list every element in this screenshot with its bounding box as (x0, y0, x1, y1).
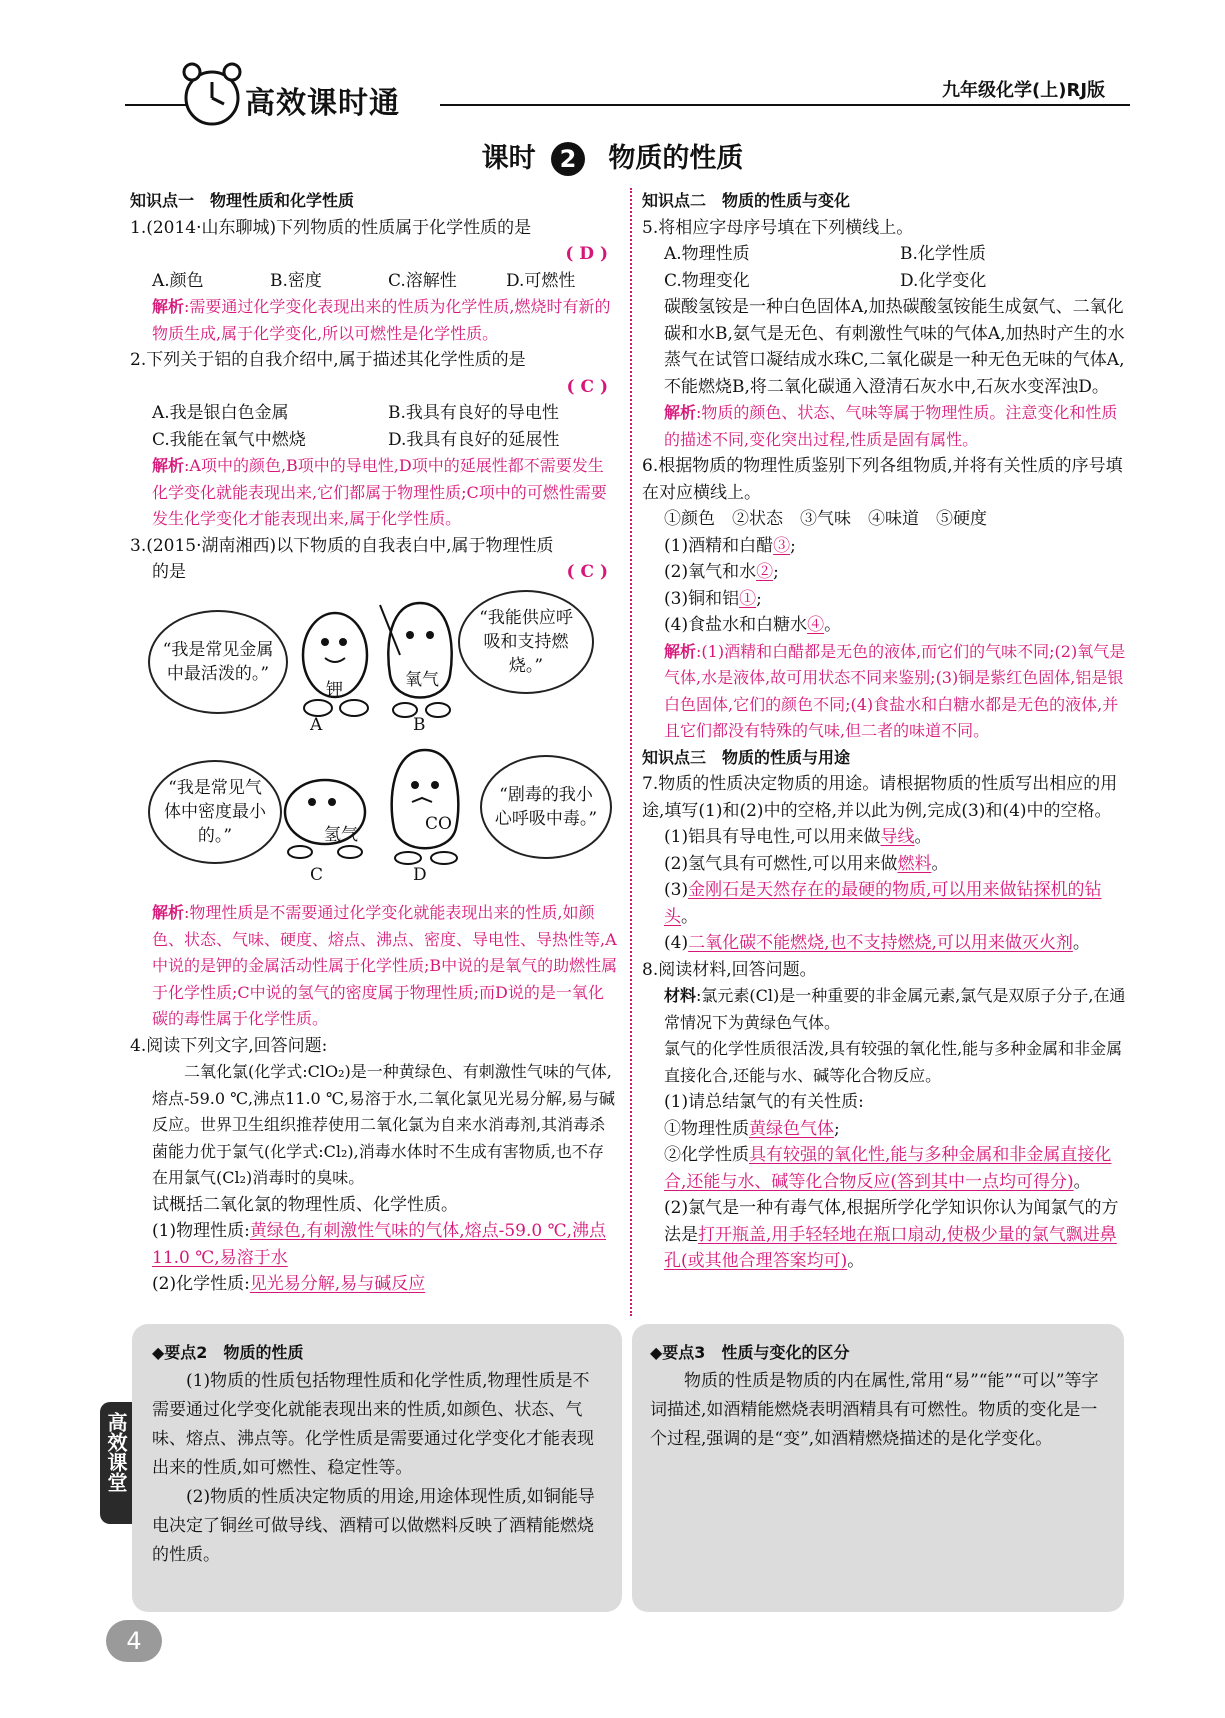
q8-material-label: 材料 (664, 986, 697, 1005)
q2-analysis-label: 解析 (152, 456, 185, 475)
char-label-a: 钾 (326, 680, 343, 700)
q4-part1 (130, 1218, 618, 1271)
q6-item-1: (1)酒精和白醋③; (664, 535, 796, 556)
q1-opt-b: B.密度 (270, 270, 322, 291)
q1-analysis (130, 294, 618, 347)
clock-logo-icon (178, 60, 246, 128)
right-column (642, 188, 1127, 1275)
q6-item-4: (4)食盐水和白糖水④。 (664, 615, 842, 635)
character-co-icon (370, 740, 480, 865)
q8-answer-2: 打开瓶盖,用手轻轻地在瓶口扇动,使极少量的氯气飘进鼻孔(或其他合理答案均可) (664, 1224, 1117, 1271)
header (0, 0, 1225, 135)
q5-opt-a: A.物理性质 (664, 244, 750, 264)
q2-opt-b: B.我具有良好的导电性 (388, 403, 559, 423)
q3-analysis-text: :物理性质是不需要通过化学变化就能表现出来的性质,如颜色、状态、气味、硬度、熔点、沸点、密度、导电性、导热性等,A中说的是钾的金属活动性属于化学性质;B中说的是氧气的助燃性属于化学性质;C中说的氢气的密度属于物理性质;而D说的是一氧化碳的毒性属于化学性质。 (152, 903, 618, 1028)
q7-item-3: (3)金刚石是天然存在的最硬的物质,可以用来做钻探机的钻头。 (664, 880, 1102, 927)
q5-opt-b: B.化学性质 (900, 244, 986, 264)
q8-answer-1a: 黄绿色气体 (749, 1118, 834, 1139)
q7-answer-2: 燃料 (897, 853, 932, 874)
q3-stem-line2 (130, 559, 618, 586)
q5-opt-c: C.物理变化 (664, 270, 750, 291)
q1-analysis-text: :需要通过化学变化表现出来的性质为化学性质,燃烧时有新的物质生成,属于化学变化,所以可燃性是化学性质。 (152, 297, 611, 343)
bubble-b: “我能供应呼吸和支持燃烧。” (458, 590, 594, 694)
q2-analysis-text: :A项中的颜色,B项中的导电性,D项中的延展性都不需要发生化学变化就能表现出来,它们都属于物理性质;C项中的可燃性需要发生化学变化才能表现出来,属于化学性质。 (152, 456, 607, 528)
bubble-a: “我是常见金属中最活泼的。” (148, 610, 288, 714)
side-tab-label: 高效课堂 (104, 1412, 128, 1492)
left-column-lower (130, 900, 618, 1298)
q4-passage: 二氧化氯(化学式:ClO₂)是一种黄绿色、有刺激性气味的气体,熔点-59.0 ℃,沸点11.0 ℃,易溶于水,二氧化氯见光易分解,易与碱反应。世界卫生组织推荐使用二氧化氯为自来水消毒剂,其消毒杀菌能力优于氯气(化学式:Cl₂),消毒水体时不生成有害物质,也不存在用氯气(Cl₂)消毒时的臭味。 (152, 1062, 615, 1187)
key-point-2-title: ◆要点2 物质的性质 (152, 1343, 304, 1362)
q6-item-3: (3)铜和铝①; (664, 588, 762, 609)
q7-answer-3: 金刚石是天然存在的最硬的物质,可以用来做钻探机的钻头 (664, 880, 1102, 927)
q7-answer-4: 二氧化碳不能燃烧,也不支持燃烧,可以用来做灭火剂 (688, 933, 1073, 953)
q1-answer: ( D ) (565, 244, 608, 264)
q1-opt-a: A.颜色 (152, 270, 204, 291)
q3-answer: ( C ) (566, 562, 608, 582)
q1-analysis-label: 解析 (152, 297, 185, 316)
q7-stem: 7.物质的性质决定物质的用途。请根据物质的性质写出相应的用途,填写(1)和(2)中的空格,并以此为例,完成(3)和(4)中的空格。 (642, 774, 1118, 821)
q5-options-row2 (642, 268, 1127, 295)
q4-ask: 试概括二氧化氯的物理性质、化学性质。 (152, 1194, 458, 1215)
q6-stem: 6.根据物质的物理性质鉴别下列各组物质,并将有关性质的序号填在对应横线上。 (642, 456, 1123, 503)
q1-options (130, 268, 618, 295)
q7-item-4: (4)二氧化碳不能燃烧,也不支持燃烧,可以用来做灭火剂。 (664, 933, 1090, 953)
q3-stem-end: 的是 (152, 562, 186, 582)
q5-passage: 碳酸氢铵是一种白色固体A,加热碳酸氢铵能生成氨气、二氧化碳和水B,氨气是无色、有刺激性气味的气体A,加热时产生的水蒸气在试管口凝结成水珠C,二氧化碳是一种无色无味的气体A,不能燃烧B,将二氧化碳通入澄清石灰水中,石灰水变浑浊D。 (664, 297, 1125, 397)
option-label-d: D (413, 865, 427, 885)
title-number-badge: 2 (551, 142, 585, 176)
q8-answer-1b: 具有较强的氧化性,能与多种金属和非金属直接化合,还能与水、碱等化合物反应(答到其中一点均可得分) (664, 1145, 1112, 1192)
bubble-c: “我是常见气体中密度最小的。” (148, 760, 282, 864)
key-point-box-2 (132, 1324, 622, 1612)
page-title (0, 136, 1225, 176)
key-point-3-p1: 物质的性质是物质的内在属性,常用“易”“能”“可以”等字词描述,如酒精能燃烧表明酒精具有可燃性。物质的变化是一个过程,强调的是“变”,如酒精燃烧描述的是化学变化。 (650, 1371, 1099, 1449)
q8-sub1a: ①物理性质黄绿色气体; (664, 1118, 840, 1139)
q4-part1-label: (1)物理性质: (152, 1221, 250, 1241)
q2-options-row1 (130, 400, 618, 427)
q5-analysis (642, 400, 1127, 453)
q6-answer-4: ④ (807, 615, 825, 635)
q7-item-2: (2)氢气具有可燃性,可以用来做燃料。 (664, 853, 949, 874)
q2-opt-d: D.我具有良好的延展性 (388, 429, 560, 450)
section-heading-3: 知识点三 物质的性质与用途 (642, 747, 851, 767)
header-rule-right (440, 104, 1130, 106)
q6-answer-2: ② (756, 562, 774, 582)
q6-props: ①颜色 ②状态 ③气味 ④味道 ⑤硬度 (664, 509, 987, 529)
q2-analysis (130, 453, 618, 533)
q1-opt-c: C.溶解性 (388, 270, 457, 291)
char-label-b: 氧气 (405, 670, 439, 690)
q4-part2-label: (2)化学性质: (152, 1274, 250, 1294)
q5-stem: 5.将相应字母序号填在下列横线上。 (642, 217, 914, 238)
q4-stem: 4.阅读下列文字,回答问题: (130, 1035, 328, 1056)
key-point-3-title: ◆要点3 性质与变化的区分 (650, 1343, 850, 1362)
title-prefix: 课时 (481, 143, 536, 174)
side-tab (100, 1402, 132, 1524)
section-heading-2: 知识点二 物质的性质与变化 (642, 191, 851, 210)
q6-answer-3: ① (739, 588, 757, 609)
page-number: 4 (106, 1620, 162, 1662)
bubble-d: “剧毒的我小心呼吸中毒。” (480, 755, 612, 859)
q3-analysis-label: 解析 (152, 903, 185, 922)
q2-stem: 2.下列关于铝的自我介绍中,属于描述其化学性质的是 (130, 350, 526, 370)
section-heading-1: 知识点一 物理性质和化学性质 (130, 191, 355, 210)
char-label-d: CO (425, 814, 452, 834)
q6-analysis-label: 解析 (664, 641, 697, 661)
q2-opt-c: C.我能在氧气中燃烧 (152, 429, 306, 450)
q2-options-row2 (130, 427, 618, 454)
left-column (130, 188, 618, 586)
q1-opt-d: D.可燃性 (506, 270, 576, 291)
character-oxygen-icon (370, 595, 470, 720)
key-point-2-p1: (1)物质的性质包括物理性质和化学性质,物理性质是不需要通过化学变化就能表现出来的性质,如颜色、状态、气味、熔点、沸点等。化学性质是需要通过化学变化才能表现出来的性质,如可燃性、稳定性等。 (152, 1371, 594, 1478)
q5-analysis-label: 解析 (664, 403, 697, 422)
option-label-b: B (413, 715, 426, 735)
q5-options-row1 (642, 241, 1127, 268)
q3-stem: 3.(2015·湖南湘西)以下物质的自我表白中,属于物理性质 (130, 535, 554, 556)
q1-stem: 1.(2014·山东聊城)下列物质的性质属于化学性质的是 (130, 217, 532, 238)
edition-label: 九年级化学(上)RJ版 (942, 80, 1106, 101)
q2-answer: ( C ) (566, 376, 608, 397)
key-point-2-p2: (2)物质的性质决定物质的用途,用途体现性质,如铜能导电决定了铜丝可做导线、酒精可以做燃料反映了酒精能燃烧的性质。 (152, 1487, 595, 1565)
char-label-c: 氢气 (324, 825, 358, 845)
option-label-a: A (310, 715, 323, 735)
q4-part1-answer: 黄绿色,有刺激性气味的气体,熔点-59.0 ℃,沸点11.0 ℃,易溶于水 (152, 1221, 607, 1268)
q6-analysis (642, 639, 1127, 745)
q8-sub1: (1)请总结氯气的有关性质: (664, 1092, 864, 1112)
q5-analysis-text: :物质的颜色、状态、气味等属于物理性质。注意变化和性质的描述不同,变化突出过程,性质是固有属性。 (664, 403, 1118, 449)
q8-material-2: 氯气的化学性质很活泼,具有较强的氧化性,能与多种金属和非金属直接化合,还能与水、碱等化合物反应。 (664, 1039, 1123, 1085)
brand-title: 高效课时通 (245, 86, 400, 121)
q6-answer-1: ③ (773, 535, 791, 556)
column-divider (630, 188, 632, 1316)
q6-analysis-text: :(1)酒精和白醋都是无色的液体,而它们的气味不同;(2)氧气是气体,水是液体,故可用状态不同来鉴别;(3)铜是紫红色固体,铝是银白色固体,它们的颜色不同;(4)食盐水和白糖水都是无色的液体,并且它们都没有特殊的气味,但二者的味道不同。 (664, 641, 1126, 740)
q5-opt-d: D.化学变化 (900, 270, 987, 291)
q7-item-1: (1)铝具有导电性,可以用来做导线。 (664, 827, 932, 847)
option-label-c: C (310, 865, 324, 885)
q4-part2 (130, 1271, 618, 1298)
q4-part2-answer: 见光易分解,易与碱反应 (249, 1274, 426, 1294)
title-name: 物质的性质 (608, 143, 744, 174)
q3-illustration (130, 590, 618, 900)
key-point-box-3 (632, 1324, 1124, 1612)
q8-sub1b: ②化学性质具有较强的氧化性,能与多种金属和非金属直接化合,还能与水、碱等化合物反应(答到其中一点均可得分)。 (664, 1145, 1112, 1192)
q2-opt-a: A.我是银白色金属 (152, 403, 289, 423)
q3-analysis (130, 900, 618, 1033)
q7-answer-1: 导线 (880, 827, 915, 847)
character-hydrogen-icon (270, 770, 380, 860)
q8-material: 材料:氯元素(Cl)是一种重要的非金属元素,氯气是双原子分子,在通常情况下为黄绿色气体。 (664, 986, 1126, 1032)
q6-item-2: (2)氧气和水②; (664, 562, 779, 582)
q8-sub2: (2)氯气是一种有毒气体,根据所学化学知识你认为闻氯气的方法是打开瓶盖,用手轻轻地在瓶口扇动,使极少量的氯气飘进鼻孔(或其他合理答案均可)。 (664, 1198, 1119, 1271)
q8-stem: 8.阅读材料,回答问题。 (642, 959, 817, 980)
